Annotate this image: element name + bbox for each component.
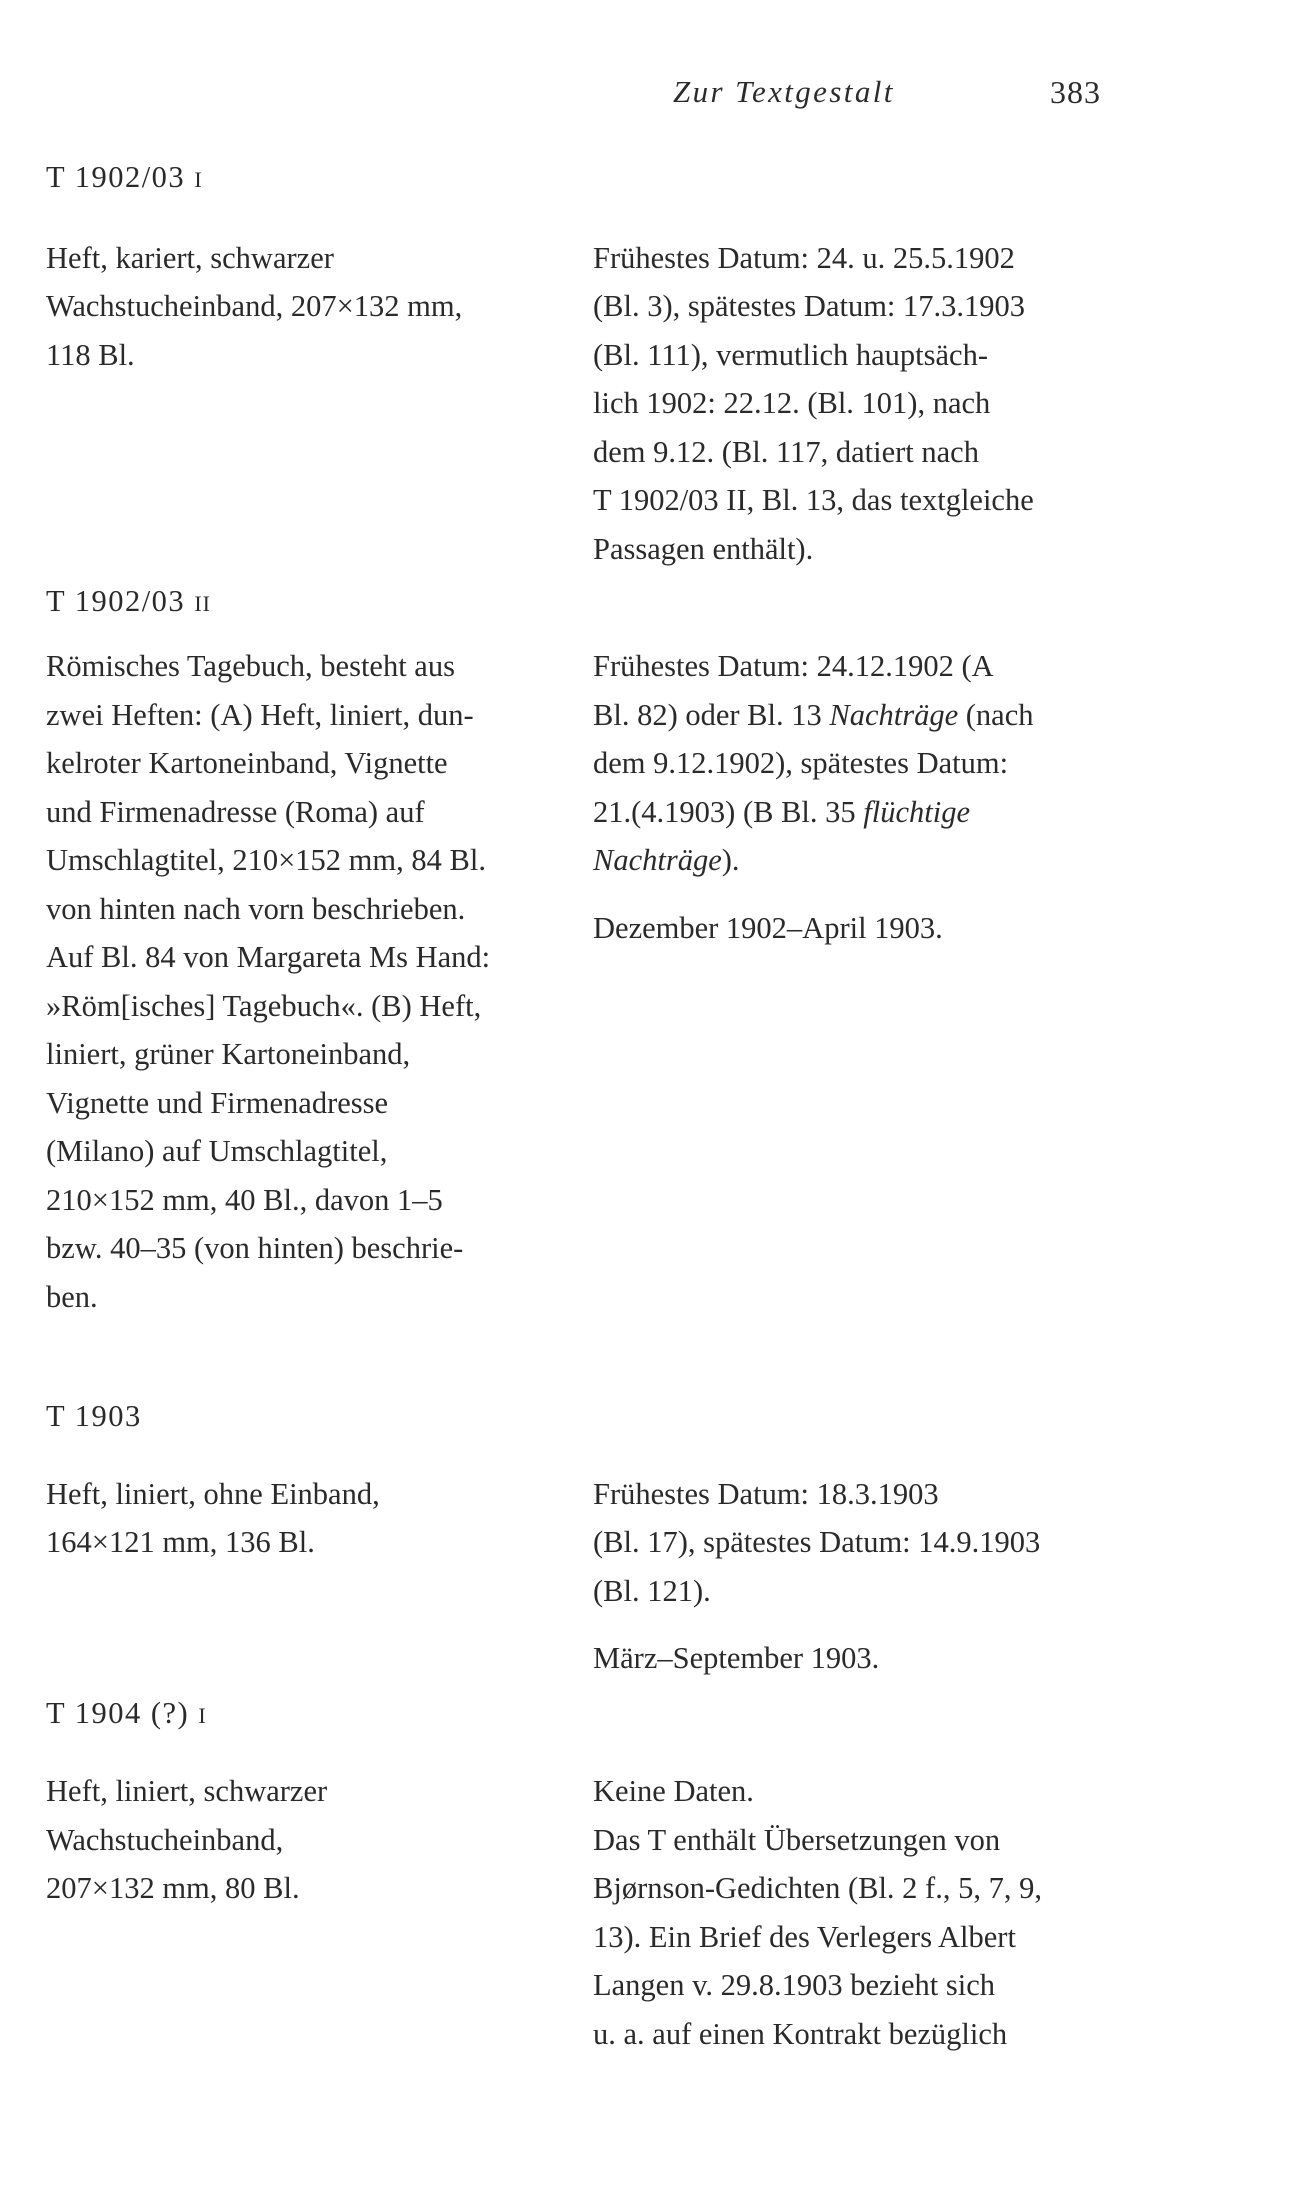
entry-siglum: [46, 583, 211, 622]
description-line: von hinten nach vorn beschrieben.: [46, 892, 466, 926]
dating-line: lich 1902: 22.12. (Bl. 101), nach: [593, 386, 991, 420]
dating-line: dem 9.12.1902), spätestes Datum:: [593, 746, 1009, 780]
dating-text: Bl. 82) oder Bl. 13: [593, 698, 830, 732]
entry-siglum: [46, 159, 203, 198]
siglum-text: T 1902/03: [46, 584, 186, 618]
description-line: kelroter Kartoneinband, Vignette: [46, 746, 448, 780]
dating-line: [593, 794, 970, 830]
description-line: ben.: [46, 1280, 98, 1314]
description-line: 210×152 mm, 40 Bl., davon 1–5: [46, 1183, 443, 1217]
description-line: (Milano) auf Umschlagtitel,: [46, 1134, 388, 1168]
dating-line: u. a. auf einen Kontrakt bezüglich: [593, 2017, 1008, 2051]
siglum-suffix: I: [198, 1703, 207, 1728]
dating-line: Das T enthält Übersetzungen von: [593, 1823, 1001, 1857]
description-line: Umschlagtitel, 210×152 mm, 84 Bl.: [46, 843, 486, 877]
dating-line: [593, 697, 1034, 733]
description-line: Wachstucheinband, 207×132 mm,: [46, 289, 463, 323]
description-line: Vignette und Firmenadresse: [46, 1086, 389, 1120]
entry-siglum: [46, 1398, 142, 1434]
description-line: Heft, kariert, schwarzer: [46, 241, 334, 275]
dating-line: (Bl. 121).: [593, 1574, 711, 1608]
siglum-suffix: I: [194, 167, 203, 192]
description-line: Wachstucheinband,: [46, 1823, 284, 1857]
dating-italic-title: Nachträge: [829, 698, 959, 732]
page-number: 383: [1050, 74, 1101, 110]
dating-line: Bjørnson-Gedichten (Bl. 2 f., 5, 7, 9,: [593, 1871, 1042, 1905]
dating-line: 13). Ein Brief des Verlegers Albert: [593, 1920, 1016, 1954]
description-line: Heft, liniert, schwarzer: [46, 1774, 328, 1808]
description-line: 164×121 mm, 136 Bl.: [46, 1525, 315, 1559]
description-line: zwei Heften: (A) Heft, liniert, dun-: [46, 698, 474, 732]
description-line: liniert, grüner Kartoneinband,: [46, 1037, 411, 1071]
dating-line: (Bl. 111), vermutlich hauptsäch-: [593, 338, 988, 372]
description-line: Römisches Tagebuch, besteht aus: [46, 649, 455, 683]
dating-line: T 1902/03 II, Bl. 13, das textgleiche: [593, 483, 1034, 517]
dating-line: [593, 842, 740, 878]
entry-siglum: [46, 1695, 207, 1734]
dating-line: (Bl. 17), spätestes Datum: 14.9.1903: [593, 1525, 1041, 1559]
dating-text: (nach: [958, 698, 1034, 732]
period-line: Dezember 1902–April 1903.: [593, 911, 943, 945]
dating-italic-title: flüchtige: [863, 795, 970, 829]
dating-line: dem 9.12. (Bl. 117, datiert nach: [593, 435, 979, 469]
dating-text: ).: [721, 843, 740, 877]
description-line: 118 Bl.: [46, 338, 135, 372]
description-line: »Röm[isches] Tagebuch«. (B) Heft,: [46, 989, 482, 1023]
dating-line: Keine Daten.: [593, 1774, 754, 1808]
dating-line: Frühestes Datum: 18.3.1903: [593, 1477, 939, 1511]
siglum-suffix: II: [194, 591, 211, 616]
dating-italic-title: Nachträge: [593, 843, 722, 877]
siglum-text: T 1903: [46, 1399, 142, 1433]
dating-line: Frühestes Datum: 24.12.1902 (A: [593, 649, 994, 683]
siglum-text: T 1902/03: [46, 160, 186, 194]
description-line: 207×132 mm, 80 Bl.: [46, 1871, 300, 1905]
dating-line: Passagen enthält).: [593, 532, 814, 566]
dating-line: Frühestes Datum: 24. u. 25.5.1902: [593, 241, 1015, 275]
running-title: Zur Textgestalt: [673, 74, 895, 109]
description-line: und Firmenadresse (Roma) auf: [46, 795, 425, 829]
description-line: bzw. 40–35 (von hinten) beschrie-: [46, 1231, 464, 1265]
description-line: Heft, liniert, ohne Einband,: [46, 1477, 380, 1511]
dating-line: (Bl. 3), spätestes Datum: 17.3.1903: [593, 289, 1026, 323]
dating-line: Langen v. 29.8.1903 bezieht sich: [593, 1968, 996, 2002]
dating-text: 21.(4.1903) (B Bl. 35: [593, 795, 864, 829]
period-line: März–September 1903.: [593, 1641, 880, 1675]
siglum-text: T 1904 (?): [46, 1696, 190, 1730]
description-line: Auf Bl. 84 von Margareta Ms Hand:: [46, 940, 491, 974]
